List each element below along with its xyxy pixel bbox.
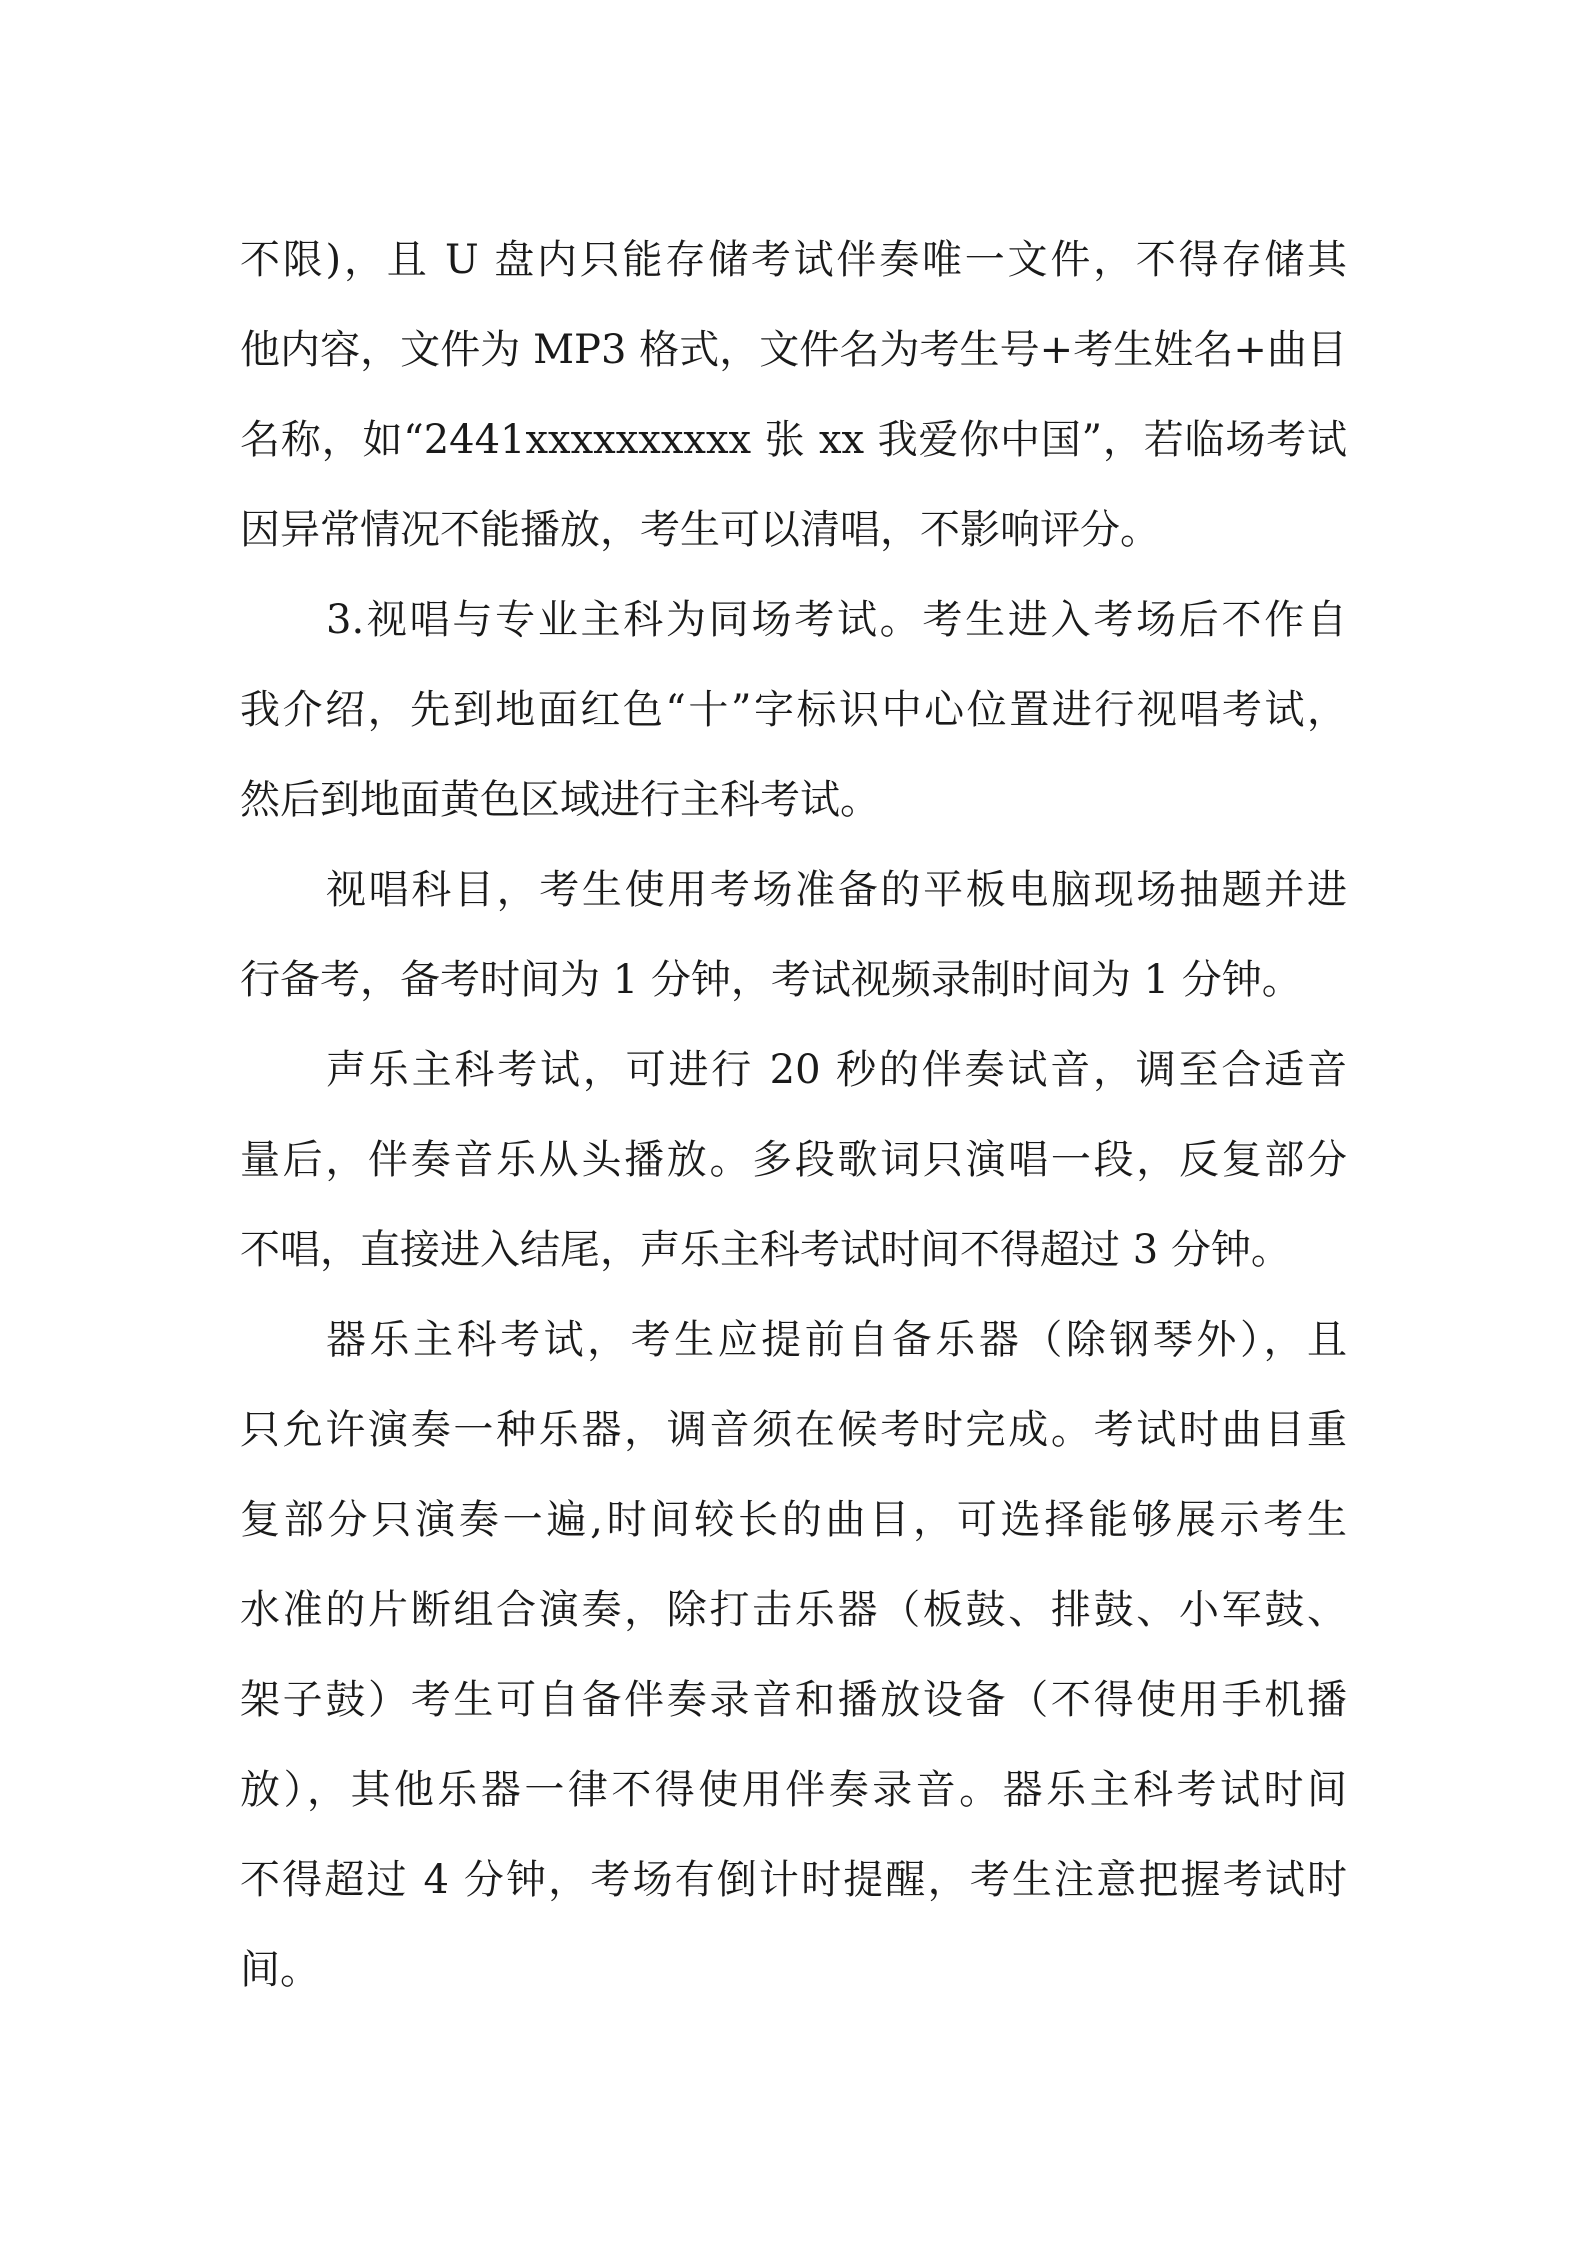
paragraph-start-line: 器乐主科考试，考生应提前自备乐器（除钢琴外），且	[326, 1317, 1347, 1363]
text-line: 量后，伴奏音乐从头播放。多段歌词只演唱一段，反复部分	[240, 1137, 1347, 1183]
text-line: 间。	[240, 1947, 320, 1993]
paragraph-start-line: 声乐主科考试，可进行 20 秒的伴奏试音，调至合适音	[326, 1047, 1347, 1093]
text-line: 水准的片断组合演奏，除打击乐器（板鼓、排鼓、小军鼓、	[240, 1587, 1347, 1633]
text-line: 不得超过 4 分钟，考场有倒计时提醒，考生注意把握考试时	[240, 1857, 1347, 1903]
paragraph-start-line: 视唱科目，考生使用考场准备的平板电脑现场抽题并进	[326, 867, 1347, 913]
text-line: 因异常情况不能播放，考生可以清唱，不影响评分。	[240, 507, 1160, 553]
text-line: 架子鼓）考生可自备伴奏录音和播放设备（不得使用手机播	[240, 1677, 1347, 1723]
text-line: 他内容，文件为 MP3 格式，文件名为考生号+考生姓名+曲目	[240, 327, 1347, 373]
text-line: 放），其他乐器一律不得使用伴奏录音。器乐主科考试时间	[240, 1767, 1347, 1813]
text-line: 名称，如“2441xxxxxxxxxx 张 xx 我爱你中国”，若临场考试	[240, 417, 1347, 463]
paragraph-start-line: 3.视唱与专业主科为同场考试。考生进入考场后不作自	[326, 597, 1347, 643]
text-line: 不唱，直接进入结尾，声乐主科考试时间不得超过 3 分钟。	[240, 1227, 1291, 1273]
text-line: 然后到地面黄色区域进行主科考试。	[240, 777, 880, 823]
text-line: 复部分只演奏一遍,时间较长的曲目，可选择能够展示考生	[240, 1497, 1347, 1543]
document-body	[240, 215, 1347, 2015]
text-line: 我介绍，先到地面红色“十”字标识中心位置进行视唱考试，	[240, 687, 1347, 733]
text-line: 只允许演奏一种乐器，调音须在候考时完成。考试时曲目重	[240, 1407, 1347, 1453]
text-line: 不限)，且 U 盘内只能存储考试伴奏唯一文件，不得存储其	[240, 237, 1347, 283]
text-line: 行备考，备考时间为 1 分钟，考试视频录制时间为 1 分钟。	[240, 957, 1302, 1003]
